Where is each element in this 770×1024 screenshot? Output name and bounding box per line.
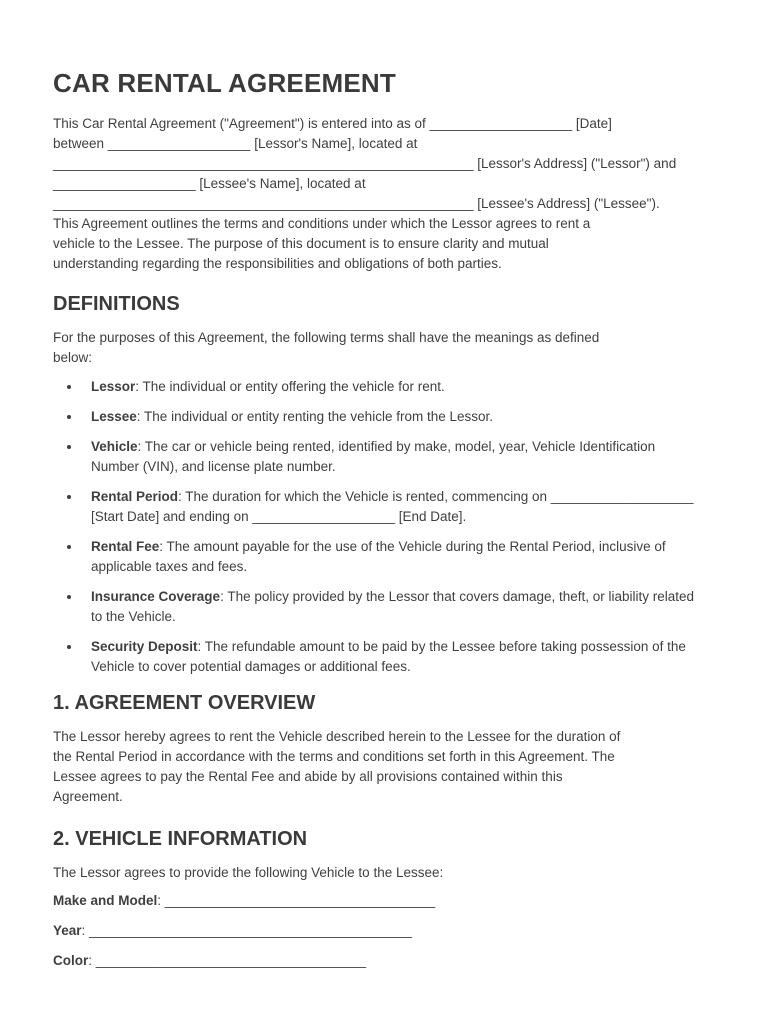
definition-term: Vehicle (91, 439, 138, 454)
agreement-overview-paragraph (53, 727, 713, 807)
overview-line: the Rental Period in accordance with the terms and conditions set forth in this Agreement. The (53, 749, 615, 764)
definition-desc: : The individual or entity renting the vehicle from the Lessor. (136, 409, 493, 424)
definition-desc: : The amount payable for the use of the Vehicle during the Rental Period, inclusive of applicable taxes and fees. (91, 539, 666, 574)
field-blank: : ___________________________________________ (81, 923, 412, 938)
definitions-list (53, 377, 713, 677)
definition-term: Security Deposit (91, 639, 198, 654)
intro-line: vehicle to the Lessee. The purpose of this document is to ensure clarity and mutual (53, 236, 549, 251)
field-label: Color (53, 953, 89, 968)
definition-item-lessee (53, 407, 695, 427)
definition-item-security-deposit (53, 637, 695, 677)
intro-line: This Agreement outlines the terms and conditions under which the Lessor agrees to rent a (53, 216, 591, 231)
overview-line: The Lessor hereby agrees to rent the Vehicle described herein to the Lessee for the duration of (53, 729, 621, 744)
field-blank: : ____________________________________ (88, 953, 367, 968)
definition-term: Rental Fee (91, 539, 160, 554)
definition-desc: : The car or vehicle being rented, identified by make, model, year, Vehicle Identification Number (VIN), and license plate number. (91, 439, 656, 474)
definition-item-vehicle (53, 437, 695, 477)
definition-desc: : The duration for which the Vehicle is rented, commencing on ___________________ [Start Date] and ending on ___________________ [End Date]. (91, 489, 694, 524)
field-blank: : ____________________________________ (157, 893, 436, 908)
field-year (53, 921, 713, 941)
field-color (53, 951, 713, 971)
intro-paragraph (53, 114, 713, 274)
intro-line: ________________________________________________________ [Lessor's Address] ("Lessor") and (53, 156, 677, 171)
document-title: CAR RENTAL AGREEMENT (53, 68, 396, 98)
definitions-lead-line: For the purposes of this Agreement, the following terms shall have the meanings as defined (53, 330, 600, 345)
definition-desc: : The individual or entity offering the vehicle for rent. (135, 379, 445, 394)
definition-item-rental-period (53, 487, 695, 527)
section-heading-agreement-overview: 1. AGREEMENT OVERVIEW (53, 692, 316, 714)
intro-line: ___________________ [Lessee's Name], located at (53, 176, 366, 191)
definition-term: Insurance Coverage (91, 589, 221, 604)
vehicle-information-fields (53, 891, 713, 971)
section-heading-definitions: DEFINITIONS (53, 293, 180, 315)
vehicle-information-lead: The Lessor agrees to provide the following Vehicle to the Lessee: (53, 865, 444, 880)
definition-item-insurance-coverage (53, 587, 695, 627)
overview-line: Agreement. (53, 789, 123, 804)
definition-item-rental-fee (53, 537, 695, 577)
definition-term: Lessee (91, 409, 137, 424)
intro-line: between ___________________ [Lessor's Name], located at (53, 136, 418, 151)
field-label: Year (53, 923, 82, 938)
intro-line: ________________________________________________________ [Lessee's Address] ("Lessee"). (53, 196, 660, 211)
overview-line: Lessee agrees to pay the Rental Fee and abide by all provisions contained within this (53, 769, 563, 784)
intro-line: understanding regarding the responsibilities and obligations of both parties. (53, 256, 502, 271)
definition-term: Rental Period (91, 489, 179, 504)
definition-desc: : The policy provided by the Lessor that covers damage, theft, or liability related to the Vehicle. (91, 589, 695, 624)
intro-line: This Car Rental Agreement ("Agreement") is entered into as of ___________________ [Date] (53, 116, 612, 131)
definitions-lead (53, 328, 713, 368)
definition-term: Lessor (91, 379, 136, 394)
section-heading-vehicle-information: 2. VEHICLE INFORMATION (53, 828, 308, 850)
definitions-lead-line: below: (53, 350, 93, 365)
definition-item-lessor (53, 377, 695, 397)
field-label: Make and Model (53, 893, 158, 908)
field-make-and-model (53, 891, 713, 911)
definition-desc: : The refundable amount to be paid by the Lessee before taking possession of the Vehicle to cover potential damages or additional fees. (91, 639, 686, 674)
